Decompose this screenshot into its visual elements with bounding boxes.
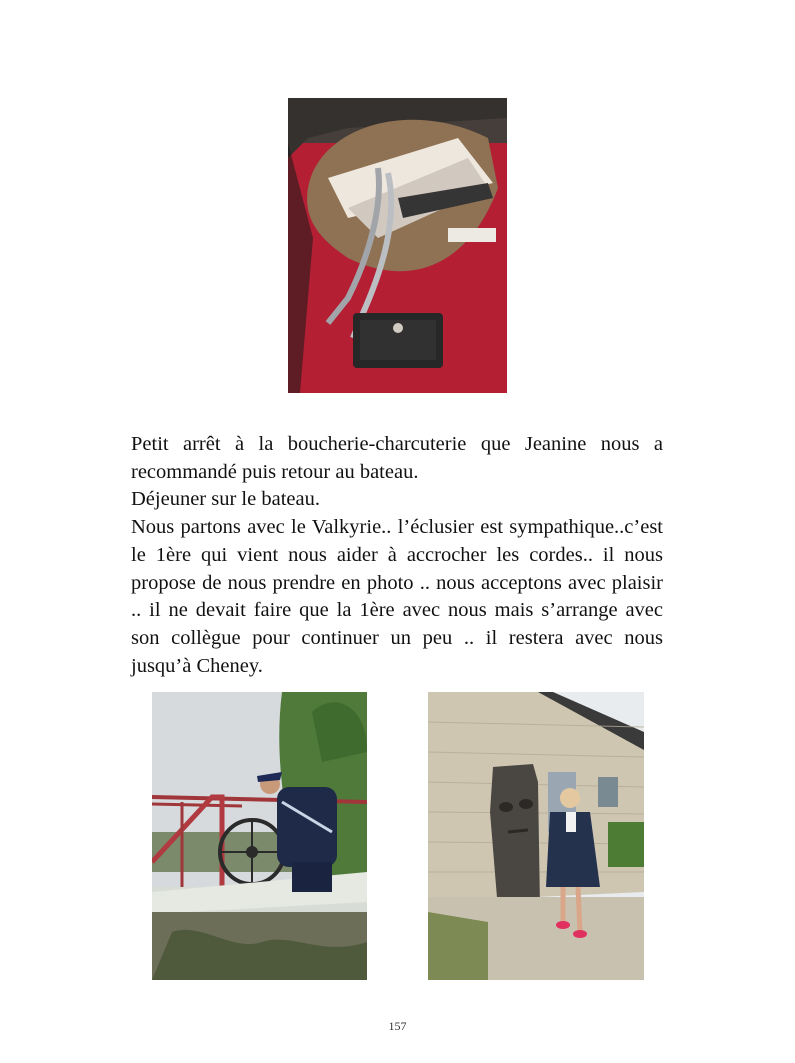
woman-statue-photo <box>428 692 644 980</box>
museum-display-photo <box>288 98 507 393</box>
paragraph-lunch: Déjeuner sur le bateau. <box>131 488 320 511</box>
paragraph-lock-keeper: Nous partons avec le Valkyrie.. l’éclusier est sympathique..c’est le 1ère qui vient nous aider à accrocher les cordes.. il nous propose de nous prendre en photo .. nous acceptons avec plaisir .. il ne devait faire que la 1ère avec nous mais s’arrange avec son collègue pour continuer un peu .. il restera avec nous jusqu’à Cheney. <box>131 516 663 677</box>
page-number: 157 <box>388 1019 407 1033</box>
lock-keeper-photo <box>152 692 367 980</box>
paragraph-butcher: Petit arrêt à la boucherie-charcuterie que Jeanine nous a recommandé puis retour au bateau. <box>131 433 663 483</box>
narrative-text <box>131 431 663 680</box>
